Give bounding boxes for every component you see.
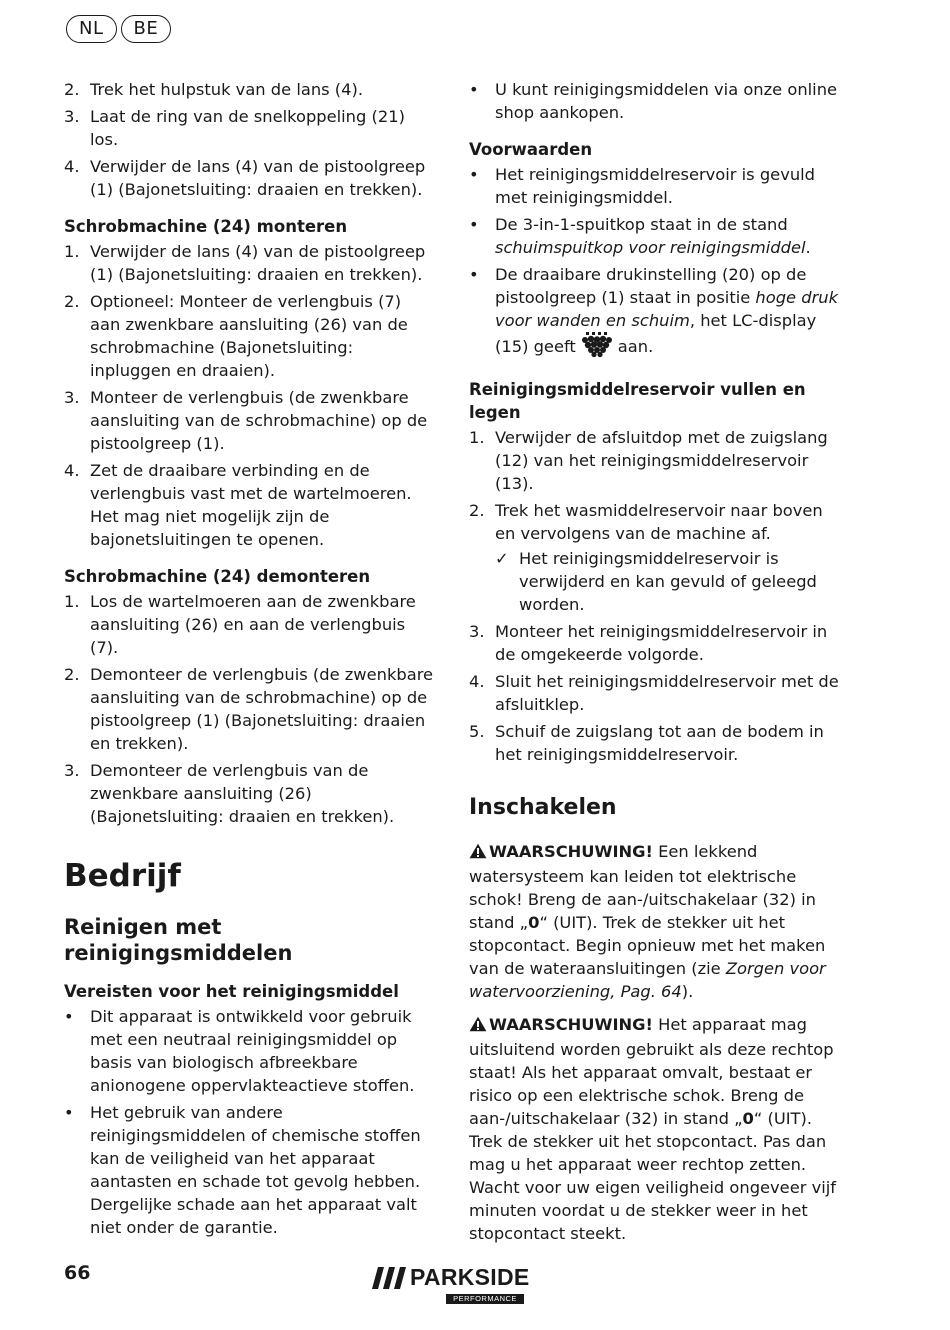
list-item [469,213,841,259]
warning-text: “ (UIT). Trek de stekker uit het stopcontact. Begin opnieuw met het maken van de wateraansluitingen (zie [469,913,826,978]
item-text: U kunt reinigingsmiddelen via onze online shop aankopen. [495,80,838,122]
parkside-logo [372,1264,532,1306]
item-text: Verwijder de lans (4) van de pistoolgreep (1) (Bajonetsluiting: draaien en trekken). [90,157,426,199]
bullet: • [64,1103,74,1122]
list-item [64,759,436,828]
badge-be: BE [121,15,172,43]
item-text: Dit apparaat is ontwikkeld voor gebruik met een neutraal reinigingsmiddel op basis van biologisch afbreekbare anionogene oppervlakteactieve stoffen. [90,1007,415,1095]
list-item [64,1005,436,1097]
item-number: 1. [469,428,485,447]
section-title: Bedrijf [64,858,181,894]
list-item [469,163,841,209]
item-text: De 3-in-1-spuitkop staat in de stand [495,215,788,234]
bullet: • [64,1007,74,1026]
subheading-requirements: Vereisten voor het reinigingsmiddel [64,982,399,1001]
item-text: De draaibare drukinstelling (20) op de pistoolgreep (1) staat in positie [495,265,807,307]
item-text: Demonteer de verlengbuis van de zwenkbare aansluiting (26) (Bajonetsluiting: draaien en trekken). [90,761,395,826]
item-number: 4. [64,461,80,480]
bullet: • [469,265,479,284]
section-heading-switch-on: Inschakelen [469,795,617,820]
left-column [64,78,436,1249]
removal-steps [64,78,436,201]
reservoir-steps [469,426,841,766]
item-text: Verwijder de afsluitdop met de zuigslang (12) van het reinigingsmiddelreservoir (13). [495,428,828,493]
section-heading-cleaning: Reinigen met reinigingsmiddelen [64,915,293,965]
subheading-dismount: Schrobmachine (24) demonteren [64,567,371,586]
page-number: 66 [64,1262,91,1284]
logo-stripes-icon [372,1267,406,1289]
brand-name: PARKSIDE [410,1264,530,1290]
item-number: 2. [64,665,80,684]
subheading-mount: Schrobmachine (24) monteren [64,217,348,236]
list-item [64,290,436,382]
list-item [469,620,841,666]
warning-title: WAARSCHUWING! [489,842,653,861]
warning-text: Het apparaat mag uitsluitend worden gebruikt als deze rechtop staat! Als het apparaat omvalt, bestaat er risico op een elektrische schok. Breng de aan-/uitschakelaar (32) in stand „ [469,1015,834,1128]
badge-nl: NL [66,15,117,43]
item-text: Optioneel: Monteer de verlengbuis (7) aan zwenkbare aansluiting (26) van de schrobmachine (Bajonetsluiting: inpluggen en draaien). [90,292,408,380]
list-item [469,426,841,495]
item-number: 3. [64,107,80,126]
warning-text: ). [681,982,694,1001]
italic-text: hoge druk voor wanden en schuim [495,288,839,330]
list-item [64,459,436,551]
item-text: Los de wartelmoeren aan de zwenkbare aansluiting (26) en aan de verlengbuis (7). [90,592,416,657]
list-item [64,663,436,755]
conditions-list [469,163,841,364]
item-number: 4. [469,672,485,691]
item-text: Schuif de zuigslang tot aan de bodem in het reinigingsmiddelreservoir. [495,722,824,764]
list-item [469,499,841,616]
checkmark-icon: ✓ [495,549,509,568]
warning-title: WAARSCHUWING! [489,1015,653,1034]
subheading-reservoir: Reinigingsmiddelreservoir vullen en legen [469,380,806,422]
item-number: 5. [469,722,485,741]
subheading-conditions: Voorwaarden [469,140,593,159]
list-item [64,1101,436,1239]
warning-block [469,1013,841,1245]
item-text: Demonteer de verlengbuis (de zwenkbare aansluiting van de schrobmachine) op de pistoolgreep (1) (Bajonetsluiting: draaien en trekken). [90,665,434,753]
item-text: Laat de ring van de snelkoppeling (21) los. [90,107,405,149]
item-number: 2. [469,501,485,520]
list-item [64,386,436,455]
list-item [469,263,841,364]
warning-text: “ (UIT). Trek de stekker uit het stopcontact. Pas dan mag u het apparaat weer rechtop zetten. Wacht voor uw eigen veiligheid ongeveer vijf minuten voordat u de stekker weer in het stopcontact steekt. [469,1109,836,1243]
mount-steps [64,240,436,551]
list-item [64,240,436,286]
cross-reference: Zorgen voor watervoorziening, Pag. 64 [469,959,826,1001]
item-number: 2. [64,292,80,311]
warning-icon [469,842,487,865]
list-item [64,590,436,659]
item-number: 2. [64,80,80,99]
warning-icon [469,1015,487,1038]
foam-mode-icon [580,332,614,364]
brand-subline: PERFORMANCE [446,1294,524,1304]
warning-block [469,840,841,1003]
list-item [64,105,436,151]
item-text: Sluit het reinigingsmiddelreservoir met de afsluitklep. [495,672,839,714]
list-item [64,155,436,201]
right-column [469,78,841,1255]
switch-position: 0 [742,1109,754,1128]
warning-text: Een lekkend watersysteem kan leiden tot elektrische schok! Breng de aan-/uitschakelaar (32) in stand „ [469,842,816,932]
item-text: Het gebruik van andere reinigingsmiddelen of chemische stoffen kan de veiligheid van het apparaat aantasten en schade tot gevolg hebben. Dergelijke schade aan het apparaat valt niet onder de garantie. [90,1103,421,1237]
list-item [469,720,841,766]
bullet: • [469,165,479,184]
item-text: Zet de draaibare verbinding en de verlengbuis vast met de wartelmoeren. Het mag niet mogelijk zijn de bajonetsluitingen te openen. [90,461,412,549]
bullet: • [469,80,479,99]
list-item [469,670,841,716]
italic-text: schuimspuitkop voor reinigingsmiddel [495,238,806,257]
item-text: Het reinigingsmiddelreservoir is gevuld met reinigingsmiddel. [495,165,816,207]
bullet: • [469,215,479,234]
result-text: Het reinigingsmiddelreservoir is verwijderd en kan gevuld of geleegd worden. [519,549,817,614]
item-text: Trek het hulpstuk van de lans (4). [90,80,364,99]
language-badges [66,15,171,43]
item-text: Monteer het reinigingsmiddelreservoir in de omgekeerde volgorde. [495,622,828,664]
requirements-list [64,1005,436,1239]
dismount-steps [64,590,436,828]
item-text: aan. [617,337,654,356]
result-note [495,547,841,616]
item-text: Trek het wasmiddelreservoir naar boven en vervolgens van de machine af. [495,501,823,543]
list-item [64,78,436,101]
switch-position: 0 [528,913,540,932]
item-number: 3. [64,388,80,407]
item-text: Monteer de verlengbuis (de zwenkbare aansluiting van de schrobmachine) op de pistoolgreep (1). [90,388,428,453]
item-text: , het LC-display (15) geeft [495,311,817,356]
item-number: 1. [64,592,80,611]
item-number: 4. [64,157,80,176]
item-number: 3. [64,761,80,780]
item-text: . [805,238,811,257]
item-text: Verwijder de lans (4) van de pistoolgreep (1) (Bajonetsluiting: draaien en trekken). [90,242,426,284]
shop-note [469,78,841,124]
item-number: 1. [64,242,80,261]
list-item [469,78,841,124]
item-number: 3. [469,622,485,641]
